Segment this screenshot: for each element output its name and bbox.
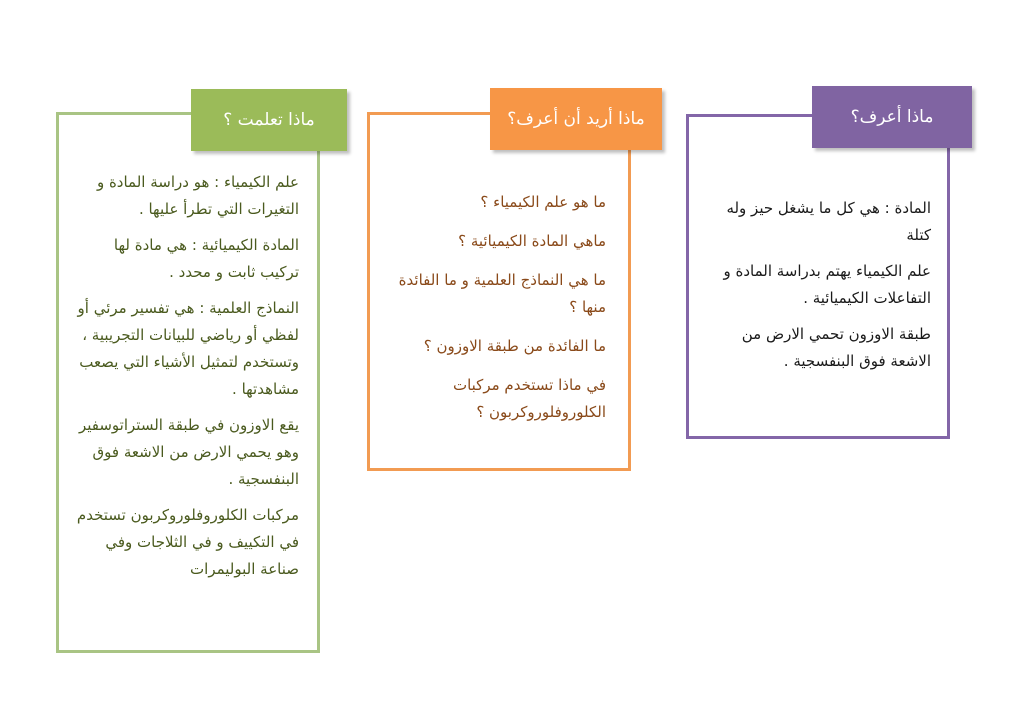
know-column-header: ماذا أعرف؟ bbox=[812, 86, 972, 148]
learned-item: مركبات الكلوروفلوروكربون تستخدم في التكييف و في الثلاجات وفي صناعة البوليمرات bbox=[76, 506, 299, 578]
learned-column-body bbox=[71, 169, 299, 592]
want-column-header: ماذا أريد أن أعرف؟ bbox=[490, 88, 662, 150]
learned-item: يقع الاوزون في طبقة الستراتوسفير وهو يحمي الارض من الاشعة فوق البنفسجية . bbox=[78, 416, 299, 488]
learned-item: النماذج العلمية : هي تفسير مرئي أو لفظي أو رياضي للبيانات التجريبية ، وتستخدم لتمثيل الأشياء التي يصعب مشاهدتها . bbox=[77, 299, 299, 398]
want-item: ماهي المادة الكيميائية ؟ bbox=[458, 232, 606, 250]
learned-item: المادة الكيميائية : هي مادة لها تركيب ثابت و محدد . bbox=[113, 236, 299, 281]
learned-column-header: ماذا تعلمت ؟ bbox=[191, 89, 347, 151]
want-column-panel bbox=[367, 112, 631, 471]
learned-item: علم الكيمياء : هو دراسة المادة و التغيرات التي تطرأ عليها . bbox=[96, 173, 299, 218]
know-column-body bbox=[703, 195, 931, 384]
know-item: المادة : هي كل ما يشغل حيز وله كتلة bbox=[726, 199, 931, 244]
know-item: طبقة الاوزون تحمي الارض من الاشعة فوق البنفسجية . bbox=[741, 325, 931, 370]
know-item: علم الكيمياء يهتم بدراسة المادة و التفاعلات الكيميائية . bbox=[723, 262, 931, 307]
want-item: ما هو علم الكيمياء ؟ bbox=[480, 193, 606, 211]
know-column-panel bbox=[686, 114, 950, 439]
want-item: ما هي النماذج العلمية و ما الفائدة منها ؟ bbox=[398, 271, 606, 316]
want-item: ما الفائدة من طبقة الاوزون ؟ bbox=[423, 337, 606, 355]
learned-column-panel bbox=[56, 112, 320, 653]
want-column-body bbox=[384, 189, 606, 438]
want-item: في ماذا تستخدم مركبات الكلوروفلوروكربون ؟ bbox=[452, 376, 606, 421]
